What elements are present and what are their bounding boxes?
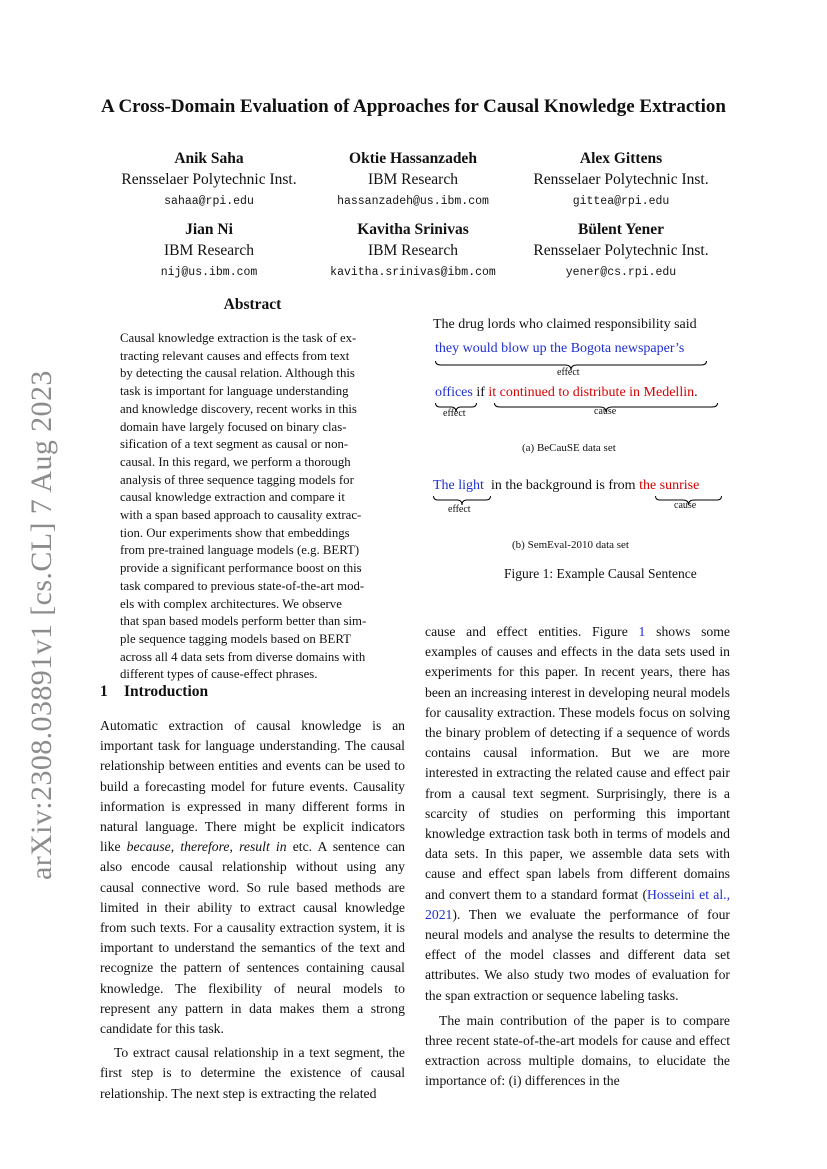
abstract-line: with a span based approach to causality extrac- <box>120 508 362 523</box>
citation-link[interactable]: Hosseini et al., 2021 <box>425 886 730 922</box>
figure-b-sentence <box>433 478 699 494</box>
abstract-line: tracting relevant causes and effects from text <box>120 348 350 363</box>
figure-a-effect-label: effect <box>443 408 466 419</box>
figure-a-line-1: The drug lords who claimed responsibility said <box>433 317 697 332</box>
text-run: etc. A sentence can also encode causal relationship without using any causal connective word. So rule based methods are limited in their ability to extract causal knowledge from such texts. For a causality extraction system, it is important to understand the semantics of the text and recognize the pattern of sentences containing causal knowledge. The flexibility of neural models to represent any pattern in data makes them a strong candidate for this task. <box>100 839 405 1037</box>
abstract-line: different types of cause-effect phrases. <box>120 667 318 682</box>
figure-a-effect-span: they would blow up the Bogota newspaper’s <box>435 341 685 356</box>
author-affiliation: Rensselaer Polytechnic Inst. <box>121 171 297 188</box>
author-name: Oktie Hassanzadeh <box>349 150 477 167</box>
abstract-line: analysis of three sequence tagging models for <box>120 472 354 487</box>
author-email: hassanzadeh@us.ibm.com <box>337 195 489 208</box>
emphasis: because <box>126 839 171 855</box>
paragraph: To extract causal relationship in a text segment, the first step is to determine the existence of causal relationship. The next step is extracting the related <box>100 1045 405 1101</box>
figure-a-effect-span-continued: offices <box>435 385 473 400</box>
abstract-line: ple sequence tagging models based on BERT <box>120 631 351 646</box>
author-email: nij@us.ibm.com <box>160 266 258 279</box>
abstract-line: task compared to previous state-of-the-art mod- <box>120 578 365 593</box>
paragraph: The main contribution of the paper is to compare three recent state-of-the-art models for cause and effect extraction across multiple domains, to elucidate the importance of: (i) differences in the <box>425 1012 730 1089</box>
text-run: shows some examples of causes and effects in the data sets used in experiments for this paper. In recent years, there has been an increasing interest in developing neural models for causality extraction. These models focus on solving the binary problem of detecting if a sequence of words contains causal information. But we are more interested in extracting the related cause and effect pair from a causal text segment. Surprisingly, there is a scarcity of studies on performing this important knowledge extraction task both in terms of models and data sets. In this paper, we assemble data sets with cause and effect span labels from different domains and convert them to a standard format ( <box>425 624 731 902</box>
figure-a-line-3 <box>435 385 698 401</box>
emphasis: result in <box>239 839 287 855</box>
author-block <box>94 219 324 283</box>
author-name: Kavitha Srinivas <box>357 221 469 238</box>
author-block <box>298 148 528 212</box>
author-affiliation: IBM Research <box>164 242 254 259</box>
author-block <box>506 148 736 212</box>
abstract-heading: Abstract <box>223 296 282 313</box>
author-email: yener@cs.rpi.edu <box>565 266 677 279</box>
text-run: cause and effect entities. Figure <box>425 624 639 639</box>
abstract-line: domain have largely focused on binary clas- <box>120 419 347 434</box>
text-run: , <box>229 839 240 855</box>
paragraph <box>100 716 405 1039</box>
figure-reference-link[interactable]: 1 <box>638 624 646 639</box>
figure-b-cause-label: cause <box>674 500 697 511</box>
figure-a-effect-label: effect <box>557 367 580 378</box>
abstract-line: task is important for language understanding <box>120 384 349 399</box>
figure-a-period: . <box>694 385 698 400</box>
figure-1-caption: Figure 1: Example Causal Sentence <box>504 566 697 581</box>
paragraph <box>425 622 730 1006</box>
figure-b-middle-text: in the background is from <box>490 478 636 493</box>
section-number: 1 <box>100 683 108 700</box>
author-name: Alex Gittens <box>579 150 663 167</box>
figure-b-effect-label: effect <box>448 504 471 515</box>
section-heading <box>100 683 208 701</box>
abstract-text <box>120 330 386 684</box>
abstract-line: sification of a text segment as causal or non- <box>120 437 349 452</box>
figure-b-effect-span: The light <box>433 478 484 493</box>
abstract-line: causal. In this regard, we perform a thorough <box>120 454 351 469</box>
abstract-line: causal knowledge extraction and compare it <box>120 490 345 505</box>
author-email: gittea@rpi.edu <box>572 195 670 208</box>
author-name: Jian Ni <box>185 221 233 238</box>
paper-title: A Cross-Domain Evaluation of Approaches for Causal Knowledge Extraction <box>101 96 726 117</box>
abstract-line: provide a significant performance boost on this <box>120 561 362 576</box>
figure-a-cause-span: it continued to distribute in Medellin <box>488 385 695 400</box>
author-affiliation: Rensselaer Polytechnic Inst. <box>533 171 709 188</box>
abstract-line: that span based models perform better than sim- <box>120 614 367 629</box>
abstract-line: and knowledge discovery, recent works in this <box>120 401 357 416</box>
author-email: kavitha.srinivas@ibm.com <box>330 266 496 279</box>
figure-b-caption: (b) SemEval-2010 data set <box>512 539 629 551</box>
author-affiliation: IBM Research <box>368 242 458 259</box>
arxiv-identifier: arXiv:2308.03891v1 [cs.CL] 7 Aug 2023 <box>25 370 58 880</box>
emphasis: therefore <box>180 839 230 855</box>
text-run: , <box>170 839 181 855</box>
author-block <box>298 219 528 283</box>
author-name: Anik Saha <box>174 150 244 167</box>
right-column-body <box>425 622 730 1092</box>
text-run: Automatic extraction of causal knowledge is an important task for language understanding. The causal relationship between entities and events can be used to build a forecasting model for future events. Causality information is expressed in many different forms in natural language. There might be explicit indicators like <box>100 718 405 855</box>
abstract-line: els with complex architectures. We observe <box>120 596 342 611</box>
abstract-line: tion. Our experiments show that embeddings <box>120 525 350 540</box>
author-block <box>94 148 324 212</box>
author-affiliation: Rensselaer Polytechnic Inst. <box>533 242 709 259</box>
author-block <box>506 219 736 283</box>
author-email: sahaa@rpi.edu <box>164 195 254 208</box>
figure-b-cause-span: the sunrise <box>639 478 700 493</box>
author-name: Bülent Yener <box>578 221 664 238</box>
abstract-line: from pre-trained language models (e.g. BERT) <box>120 543 360 558</box>
author-affiliation: IBM Research <box>368 171 458 188</box>
section-title: Introduction <box>124 683 209 700</box>
figure-a-connective: if <box>476 385 485 400</box>
text-run: ). Then we evaluate the performance of four neural models and analyse the results to determine the effect of the model classes and different data set attributes. We also study two modes of evaluation for the span extraction or sequence labeling tasks. <box>425 906 730 1003</box>
figure-a-caption: (a) BeCauSE data set <box>522 442 616 454</box>
abstract-line: across all 4 data sets from diverse domains with <box>120 649 366 664</box>
left-column-body <box>100 716 405 1104</box>
abstract-line: Causal knowledge extraction is the task of ex- <box>120 331 357 345</box>
figure-a-cause-label: cause <box>594 406 617 417</box>
abstract-line: by detecting the causal relation. Although this <box>120 366 355 381</box>
